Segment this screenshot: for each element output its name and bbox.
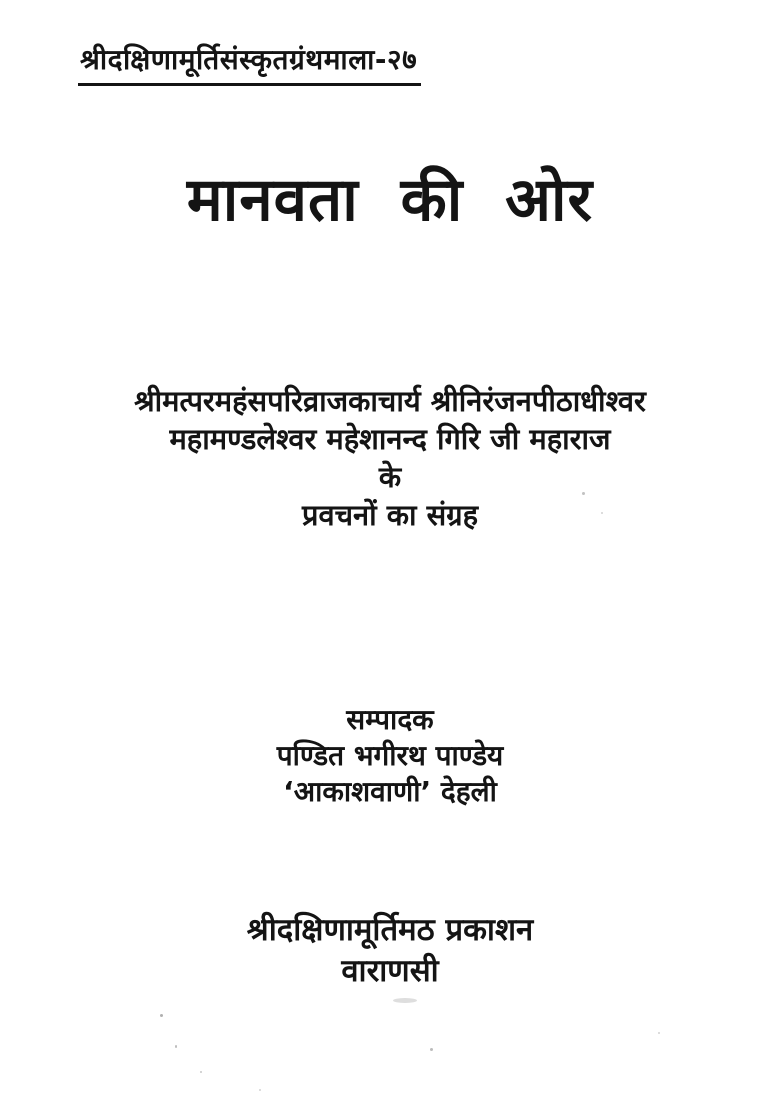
scan-smudge	[393, 998, 417, 1003]
editor-name: पण्डित भगीरथ पाण्डेय	[276, 739, 504, 772]
scan-speck	[601, 512, 603, 514]
publisher-city: वाराणसी	[341, 953, 439, 989]
series-title: श्रीदक्षिणामूर्तिसंस्कृतग्रंथमाला-२७	[78, 40, 421, 86]
scan-speck	[200, 1071, 202, 1073]
attribution-line-4: प्रवचनों का संग्रह	[302, 498, 478, 532]
scan-speck	[582, 492, 585, 495]
publisher-block	[0, 910, 780, 992]
scan-speck	[259, 1089, 261, 1091]
scan-speck	[160, 1014, 163, 1017]
author-attribution	[0, 382, 780, 534]
attribution-line-3: के	[378, 460, 402, 494]
publisher-name: श्रीदक्षिणामूर्तिमठ प्रकाशन	[246, 912, 534, 948]
editor-heading: सम्पादक	[346, 703, 434, 736]
editor-affiliation: ‘आकाशवाणी’ देहली	[283, 775, 497, 808]
scan-speck	[658, 1032, 660, 1034]
attribution-line-2: महामण्डलेश्वर महेशानन्द गिरि जी महाराज	[169, 422, 611, 456]
editor-block	[0, 702, 780, 810]
scan-speck	[175, 1045, 177, 1048]
scan-speck	[430, 1048, 433, 1051]
attribution-line-1: श्रीमत्परमहंसपरिव्राजकाचार्य श्रीनिरंजनपीठाधीश्वर	[134, 384, 646, 418]
book-title: मानवता की ओर	[186, 165, 594, 235]
